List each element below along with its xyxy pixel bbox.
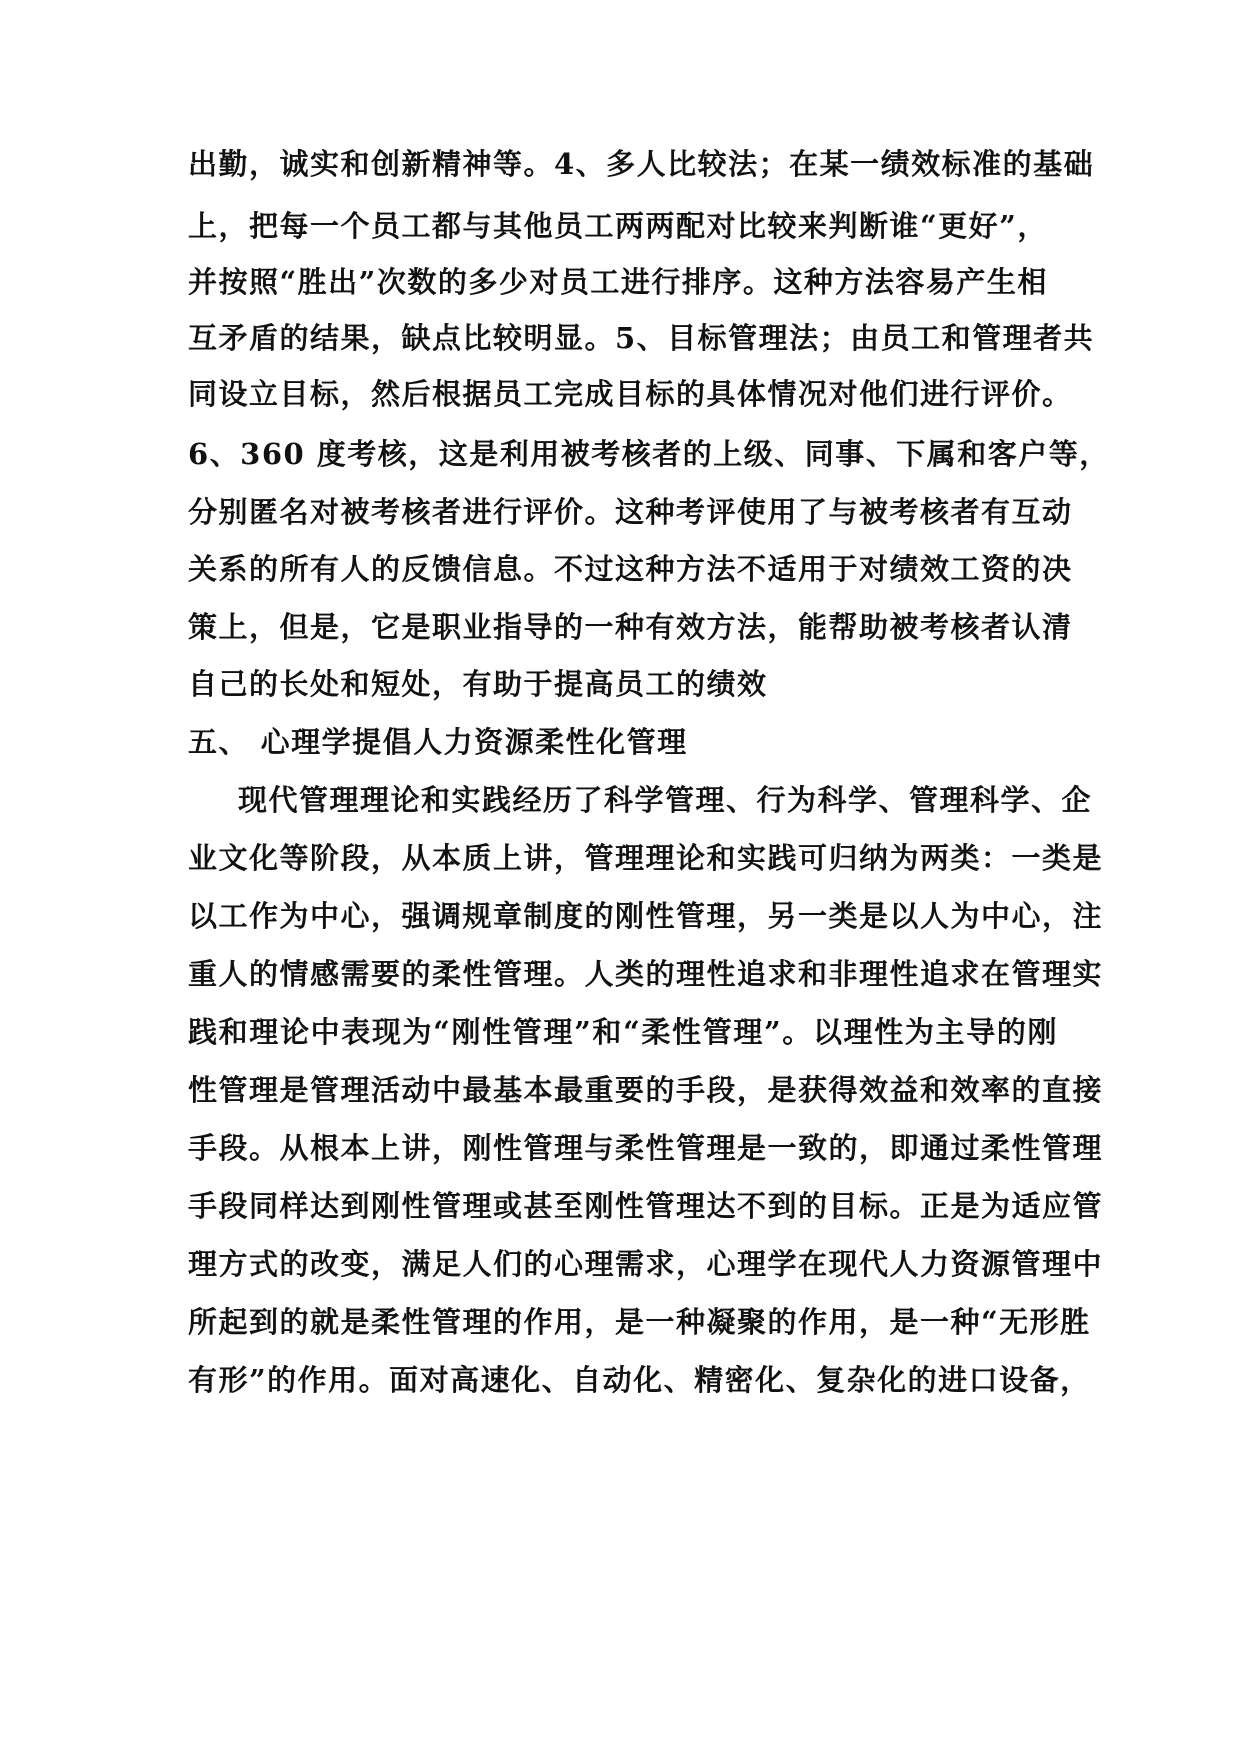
text-line-14: 以工作为中心，强调规章制度的刚性管理，另一类是以人为中心，注	[188, 899, 1104, 933]
text-line-21: 所起到的就是柔性管理的作用，是一种凝聚的作用，是一种“无形胜	[188, 1305, 1091, 1339]
text-line-3: 并按照“胜出”次数的多少对员工进行排序。这种方法容易产生相	[188, 265, 1048, 299]
text-line-22: 有形”的作用。面对高速化、自动化、精密化、复杂化的进口设备，	[188, 1363, 1091, 1397]
text-line-5: 同设立目标，然后根据员工完成目标的具体情况对他们进行评价。	[188, 377, 1073, 411]
text-line-17: 性管理是管理活动中最基本最重要的手段，是获得效益和效率的直接	[188, 1073, 1104, 1107]
text-line-2: 上，把每一个员工都与其他员工两两配对比较来判断谁“更好”，	[188, 209, 1048, 243]
section-heading: 五、 心理学提倡人力资源柔性化管理	[188, 725, 688, 759]
text-line-16: 践和理论中表现为“刚性管理”和“柔性管理”。以理性为主导的刚	[188, 1015, 1058, 1049]
text-line-20: 理方式的改变，满足人们的心理需求，心理学在现代人力资源管理中	[188, 1247, 1104, 1281]
text-line-9: 策上，但是，它是职业指导的一种有效方法，能帮助被考核者认清	[188, 610, 1073, 644]
text-line-19: 手段同样达到刚性管理或甚至刚性管理达不到的目标。正是为适应管	[188, 1189, 1104, 1223]
text-line-4: 互矛盾的结果，缺点比较明显。5、目标管理法；由员工和管理者共	[188, 321, 1095, 355]
text-line-10: 自己的长处和短处，有助于提高员工的绩效	[188, 667, 768, 701]
text-line-1: 出勤，诚实和创新精神等。4、多人比较法；在某一绩效标准的基础	[188, 147, 1095, 181]
text-line-18: 手段。从根本上讲，刚性管理与柔性管理是一致的，即通过柔性管理	[188, 1131, 1104, 1165]
text-line-8: 关系的所有人的反馈信息。不过这种方法不适用于对绩效工资的决	[188, 552, 1073, 586]
text-line-7: 分别匿名对被考核者进行评价。这种考评使用了与被考核者有互动	[188, 495, 1073, 529]
text-line-13: 业文化等阶段，从本质上讲，管理理论和实践可归纳为两类：一类是	[188, 841, 1104, 875]
text-line-15: 重人的情感需要的柔性管理。人类的理性追求和非理性追求在管理实	[188, 957, 1104, 991]
text-line-6: 6、360 度考核，这是利用被考核者的上级、同事、下属和客户等，	[188, 437, 1110, 471]
text-line-12: 现代管理理论和实践经历了科学管理、行为科学、管理科学、企	[238, 783, 1093, 817]
